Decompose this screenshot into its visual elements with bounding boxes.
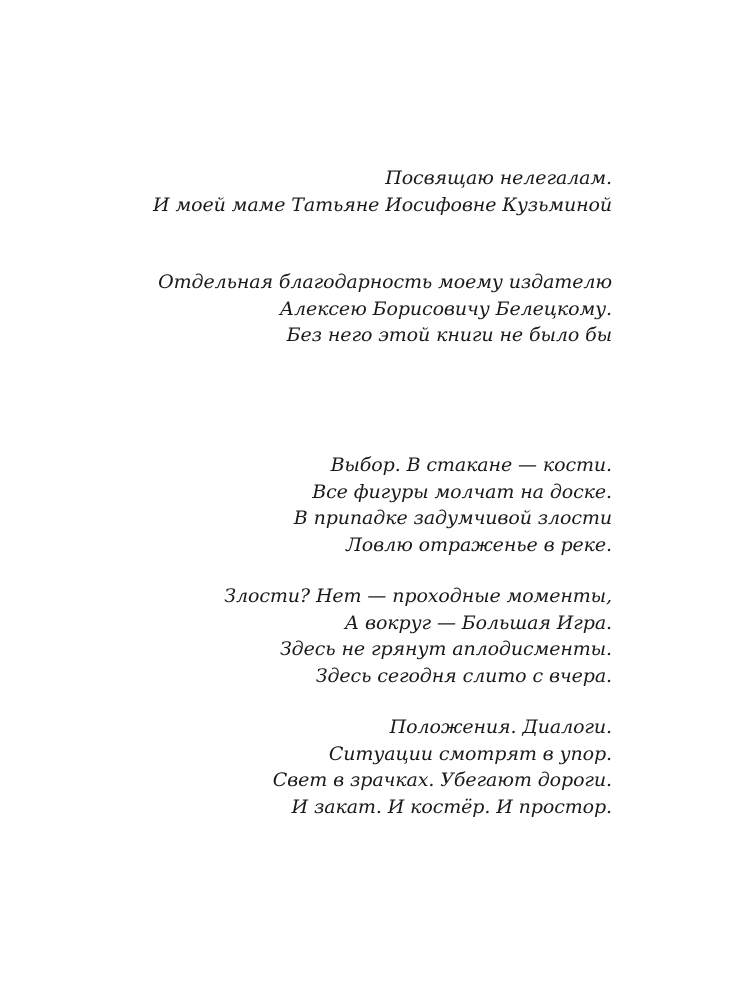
poem-line: Ситуации смотрят в упор. (328, 742, 612, 765)
dedication (153, 165, 612, 218)
poem-line: Свет в зрачках. Убегают дороги. (272, 769, 612, 791)
poem-stanza-2 (224, 583, 612, 689)
poem-line: В припадке задумчивой злости (293, 507, 612, 529)
dedication-line: И моей маме Татьяне Иосифовне Кузьминой (153, 193, 612, 216)
poem-line: А вокруг — Большая Игра. (344, 611, 612, 634)
poem-line: Здесь не грянут аплодисменты. (279, 638, 612, 660)
poem-line: Все фигуры молчат на доске. (312, 480, 612, 503)
acknowledgement-line: Алексею Борисовичу Белецкому. (279, 297, 612, 320)
poem-stanza-1 (294, 452, 612, 558)
acknowledgement (158, 269, 612, 349)
poem-line: Злости? Нет — проходные моменты, (224, 585, 612, 607)
poem-line: Ловлю отраженье в реке. (346, 533, 612, 556)
poem-line: Положения. Диалоги. (389, 716, 612, 738)
acknowledgement-line: Без него этой книги не было бы (286, 324, 612, 346)
poem-line: И закат. И костёр. И простор. (291, 795, 612, 818)
acknowledgement-line: Отдельная благодарность моему издателю (158, 271, 612, 293)
poem-line: Выбор. В стакане — кости. (330, 454, 612, 476)
poem-stanza-3 (273, 714, 612, 820)
poem-line: Здесь сегодня слито с вчера. (315, 664, 612, 687)
dedication-line: Посвящаю нелегалам. (385, 167, 612, 189)
